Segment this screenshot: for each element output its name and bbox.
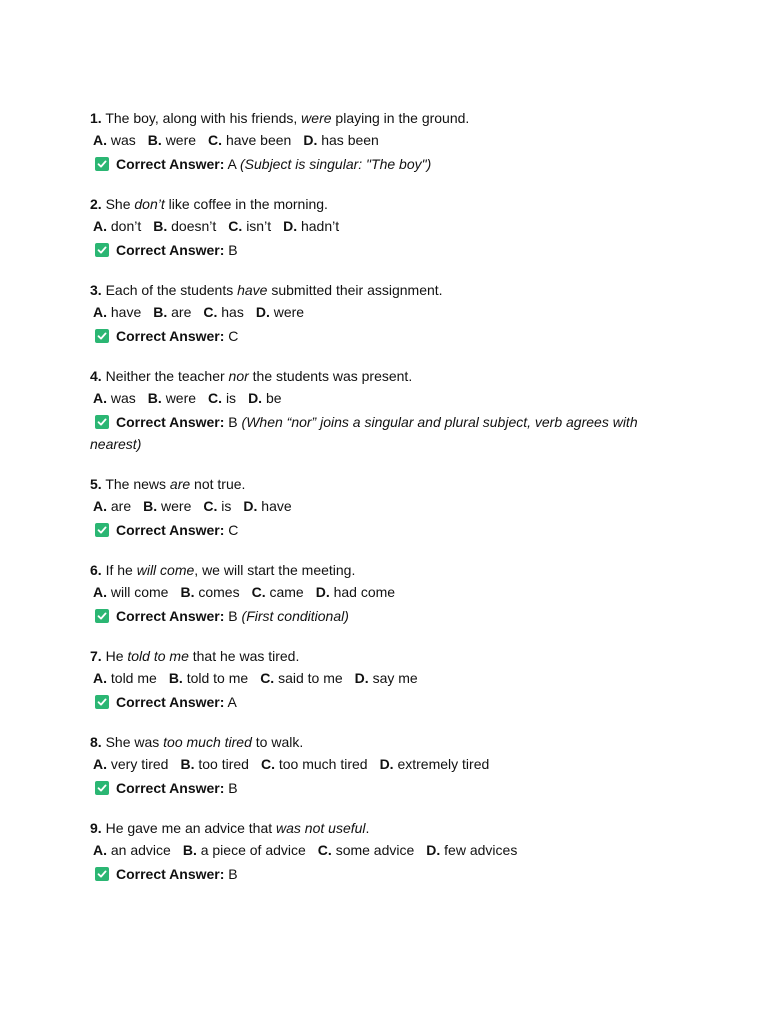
- option-letter: B.: [147, 390, 162, 406]
- option-text: say me: [372, 670, 418, 686]
- answer-value: B: [228, 414, 238, 430]
- option-text: too much tired: [278, 756, 368, 772]
- option-item: [248, 390, 281, 406]
- option-item: [355, 670, 418, 686]
- answer-label: Correct Answer:: [116, 694, 225, 710]
- option-item: [93, 390, 136, 406]
- option-item: [93, 498, 131, 514]
- question-text: [90, 473, 690, 495]
- option-item: [316, 584, 395, 600]
- question-number: 1.: [90, 110, 102, 126]
- option-item: [303, 132, 379, 148]
- option-text: very tired: [110, 756, 169, 772]
- option-item: [203, 498, 231, 514]
- option-item: [256, 304, 304, 320]
- option-text: extremely tired: [397, 756, 490, 772]
- question-item: [90, 193, 690, 261]
- option-text: were: [273, 304, 305, 320]
- option-text: comes: [198, 584, 240, 600]
- check-box-icon: [95, 329, 109, 343]
- option-letter: A.: [93, 498, 107, 514]
- check-box-icon: [95, 157, 109, 171]
- answer-note: (When “nor” joins a singular and plural subject, verb agrees with: [241, 414, 638, 430]
- question-post: playing in the ground.: [331, 110, 470, 126]
- option-text: have: [261, 498, 292, 514]
- question-text: [90, 731, 690, 753]
- question-number: 8.: [90, 734, 102, 750]
- question-number: 2.: [90, 196, 102, 212]
- option-letter: C.: [203, 498, 218, 514]
- correct-answer-row: [90, 519, 690, 541]
- option-letter: A.: [93, 670, 107, 686]
- option-text: too tired: [198, 756, 249, 772]
- option-text: said to me: [278, 670, 343, 686]
- check-box-icon: [95, 609, 109, 623]
- option-letter: C.: [228, 218, 243, 234]
- option-item: [93, 584, 168, 600]
- option-text: have: [110, 304, 142, 320]
- option-letter: D.: [283, 218, 298, 234]
- question-emphasis: will come: [136, 562, 195, 578]
- option-letter: C.: [251, 584, 266, 600]
- options-row: [90, 215, 690, 237]
- question-number: 7.: [90, 648, 102, 664]
- question-number: 6.: [90, 562, 102, 578]
- question-pre: She was: [105, 734, 164, 750]
- question-text: [90, 365, 690, 387]
- answer-label: Correct Answer:: [116, 242, 225, 258]
- option-letter: B.: [153, 218, 168, 234]
- correct-answer-row: [90, 325, 690, 347]
- option-letter: A.: [93, 304, 107, 320]
- question-text: [90, 817, 690, 839]
- option-item: [148, 132, 196, 148]
- answer-note: (First conditional): [241, 608, 349, 624]
- option-item: [208, 390, 236, 406]
- correct-answer-row: [90, 411, 690, 455]
- option-text: are: [110, 498, 132, 514]
- answer-note: (Subject is singular: "The boy"): [240, 156, 432, 172]
- answer-value: A: [227, 694, 237, 710]
- option-text: be: [265, 390, 282, 406]
- question-item: [90, 645, 690, 713]
- question-list: [90, 107, 690, 903]
- option-letter: A.: [93, 390, 107, 406]
- correct-answer-row: [90, 239, 690, 261]
- answer-label: Correct Answer:: [116, 866, 225, 882]
- check-box-icon: [95, 695, 109, 709]
- question-post: like coffee in the morning.: [164, 196, 328, 212]
- option-item: [148, 390, 196, 406]
- option-text: some advice: [335, 842, 415, 858]
- option-item: [93, 304, 141, 320]
- question-item: [90, 731, 690, 799]
- option-letter: A.: [93, 584, 107, 600]
- option-item: [252, 584, 304, 600]
- options-row: [90, 387, 690, 409]
- option-item: [153, 218, 216, 234]
- option-item: [283, 218, 339, 234]
- question-emphasis: are: [169, 476, 191, 492]
- option-item: [93, 756, 168, 772]
- answer-value: C: [228, 328, 239, 344]
- option-text: isn’t: [246, 218, 272, 234]
- option-text: don’t: [110, 218, 142, 234]
- question-emphasis: too much tired: [163, 734, 252, 750]
- option-text: doesn’t: [171, 218, 217, 234]
- option-text: told me: [110, 670, 157, 686]
- option-item: [153, 304, 191, 320]
- option-letter: C.: [208, 132, 223, 148]
- question-emphasis: don’t: [134, 196, 165, 212]
- options-row: [90, 129, 690, 151]
- option-letter: C.: [260, 670, 275, 686]
- question-pre: The boy, along with his friends,: [105, 110, 302, 126]
- option-letter: C.: [260, 756, 275, 772]
- option-letter: B.: [153, 304, 168, 320]
- option-item: [203, 304, 243, 320]
- question-pre: Each of the students: [105, 282, 238, 298]
- question-post: to walk.: [251, 734, 304, 750]
- option-letter: A.: [93, 756, 107, 772]
- question-emphasis: have: [237, 282, 268, 298]
- option-item: [380, 756, 490, 772]
- options-row: [90, 753, 690, 775]
- option-item: [260, 670, 342, 686]
- answer-value: B: [228, 780, 238, 796]
- option-text: is: [221, 498, 232, 514]
- option-letter: D.: [426, 842, 441, 858]
- question-item: [90, 279, 690, 347]
- correct-answer-row: [90, 691, 690, 713]
- option-text: will come: [110, 584, 169, 600]
- option-item: [169, 670, 248, 686]
- option-letter: D.: [354, 670, 369, 686]
- option-letter: B.: [180, 584, 195, 600]
- question-pre: The news: [105, 476, 170, 492]
- question-emphasis: was not useful: [276, 820, 366, 836]
- answer-label: Correct Answer:: [116, 328, 225, 344]
- option-text: were: [165, 132, 197, 148]
- question-text: [90, 645, 690, 667]
- option-text: an advice: [110, 842, 171, 858]
- check-box-icon: [95, 415, 109, 429]
- question-text: [90, 107, 690, 129]
- option-letter: B.: [180, 756, 195, 772]
- question-pre: She: [105, 196, 135, 212]
- correct-answer-row: [90, 153, 690, 175]
- answer-value: B: [228, 866, 238, 882]
- option-letter: D.: [303, 132, 318, 148]
- option-text: are: [171, 304, 192, 320]
- option-text: have been: [225, 132, 292, 148]
- question-text: [90, 279, 690, 301]
- option-item: [426, 842, 517, 858]
- option-letter: C.: [203, 304, 218, 320]
- question-pre: He: [105, 648, 128, 664]
- answer-label: Correct Answer:: [116, 414, 225, 430]
- question-item: [90, 107, 690, 175]
- option-item: [93, 670, 157, 686]
- question-item: [90, 473, 690, 541]
- question-number: 9.: [90, 820, 102, 836]
- option-letter: B.: [143, 498, 158, 514]
- question-text: [90, 193, 690, 215]
- option-text: had come: [333, 584, 396, 600]
- option-text: were: [165, 390, 197, 406]
- option-item: [228, 218, 271, 234]
- check-box-icon: [95, 867, 109, 881]
- option-item: [180, 584, 239, 600]
- answer-value: B: [228, 242, 238, 258]
- option-letter: D.: [248, 390, 263, 406]
- option-item: [261, 756, 368, 772]
- option-item: [93, 132, 136, 148]
- question-item: [90, 365, 690, 455]
- question-emphasis: told to me: [127, 648, 189, 664]
- option-item: [318, 842, 414, 858]
- option-letter: A.: [93, 842, 107, 858]
- question-text: [90, 559, 690, 581]
- option-text: told to me: [186, 670, 249, 686]
- question-post: .: [365, 820, 370, 836]
- option-text: came: [269, 584, 304, 600]
- question-post: that he was tired.: [188, 648, 300, 664]
- correct-answer-row: [90, 863, 690, 885]
- answer-value: A: [227, 156, 237, 172]
- option-letter: A.: [93, 218, 107, 234]
- check-box-icon: [95, 243, 109, 257]
- option-item: [93, 218, 141, 234]
- option-text: a piece of advice: [200, 842, 306, 858]
- answer-value: C: [228, 522, 239, 538]
- option-letter: C.: [317, 842, 332, 858]
- question-pre: If he: [105, 562, 137, 578]
- options-row: [90, 495, 690, 517]
- option-letter: C.: [208, 390, 223, 406]
- question-pre: He gave me an advice that: [105, 820, 277, 836]
- option-letter: D.: [243, 498, 258, 514]
- question-item: [90, 559, 690, 627]
- option-text: few advices: [444, 842, 518, 858]
- check-box-icon: [95, 781, 109, 795]
- answer-label: Correct Answer:: [116, 156, 225, 172]
- option-text: was: [110, 132, 136, 148]
- answer-note-continued: nearest): [90, 436, 142, 452]
- question-post: , we will start the meeting.: [194, 562, 356, 578]
- option-item: [243, 498, 291, 514]
- options-row: [90, 839, 690, 861]
- question-emphasis: were: [301, 110, 332, 126]
- correct-answer-row: [90, 605, 690, 627]
- options-row: [90, 667, 690, 689]
- option-item: [183, 842, 306, 858]
- option-letter: B.: [147, 132, 162, 148]
- correct-answer-row: [90, 777, 690, 799]
- option-letter: B.: [182, 842, 197, 858]
- option-letter: D.: [315, 584, 330, 600]
- question-post: the students was present.: [248, 368, 413, 384]
- option-letter: D.: [379, 756, 394, 772]
- answer-value: B: [228, 608, 238, 624]
- question-post: not true.: [190, 476, 246, 492]
- option-text: hadn’t: [300, 218, 340, 234]
- question-item: [90, 817, 690, 885]
- question-number: 5.: [90, 476, 102, 492]
- option-letter: B.: [168, 670, 183, 686]
- option-item: [180, 756, 248, 772]
- option-item: [143, 498, 191, 514]
- check-box-icon: [95, 523, 109, 537]
- option-text: was: [110, 390, 136, 406]
- question-pre: Neither the teacher: [105, 368, 229, 384]
- option-item: [208, 132, 291, 148]
- option-text: is: [225, 390, 237, 406]
- option-text: has been: [321, 132, 379, 148]
- answer-label: Correct Answer:: [116, 522, 225, 538]
- options-row: [90, 301, 690, 323]
- option-text: were: [161, 498, 192, 514]
- question-number: 4.: [90, 368, 102, 384]
- question-emphasis: nor: [228, 368, 249, 384]
- question-number: 3.: [90, 282, 102, 298]
- question-post: submitted their assignment.: [267, 282, 443, 298]
- option-text: has: [221, 304, 244, 320]
- answer-label: Correct Answer:: [116, 780, 225, 796]
- option-letter: D.: [255, 304, 270, 320]
- option-letter: A.: [93, 132, 107, 148]
- options-row: [90, 581, 690, 603]
- answer-label: Correct Answer:: [116, 608, 225, 624]
- option-item: [93, 842, 171, 858]
